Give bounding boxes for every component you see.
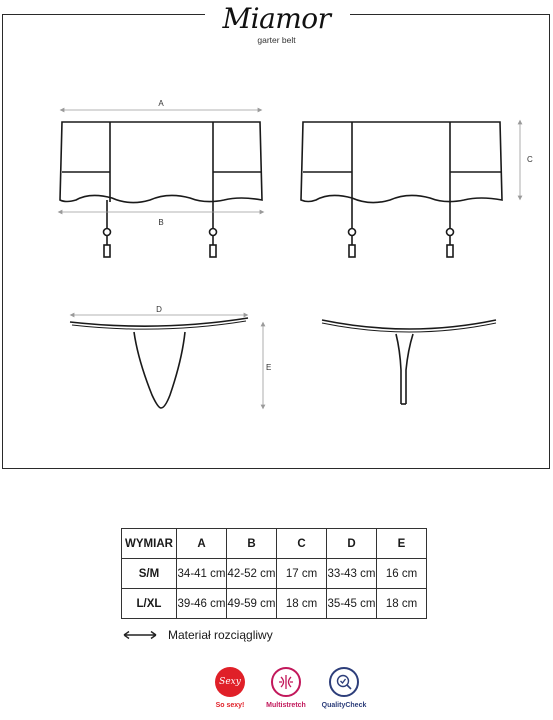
badge-label: QualityCheck — [321, 702, 367, 709]
so-sexy-icon-text: Sexy — [219, 677, 241, 687]
table-header: B — [227, 529, 277, 559]
badge-label: So sexy! — [215, 702, 245, 709]
table-cell: 16 cm — [377, 559, 427, 589]
so-sexy-icon — [215, 667, 245, 697]
table-cell: 18 cm — [277, 589, 327, 619]
table-cell: 42-52 cm — [227, 559, 277, 589]
back-thong — [322, 320, 496, 404]
stretch-legend — [122, 628, 273, 642]
dim-label-b: B — [158, 218, 164, 227]
table-header: C — [277, 529, 327, 559]
badge-label: Multistretch — [266, 702, 306, 709]
back-view — [301, 122, 502, 257]
badge-multistretch — [258, 667, 314, 709]
row-size-label: S/M — [122, 559, 177, 589]
dim-label-e: E — [266, 363, 272, 372]
table-row — [122, 559, 427, 589]
table-header-row — [122, 529, 427, 559]
front-thong — [70, 318, 248, 408]
table-cell: 34-41 cm — [177, 559, 227, 589]
badge-quality-check — [316, 667, 372, 709]
table-cell: 33-43 cm — [327, 559, 377, 589]
stretch-label: Materiał rozciągliwy — [168, 628, 273, 642]
table-header: WYMIAR — [122, 529, 177, 559]
size-table — [121, 528, 427, 619]
table-cell: 49-59 cm — [227, 589, 277, 619]
front-view — [60, 122, 262, 257]
feature-badges — [212, 667, 382, 719]
product-name: garter belt — [257, 35, 296, 45]
table-header: A — [177, 529, 227, 559]
table-cell: 35-45 cm — [327, 589, 377, 619]
stretch-arrow-icon — [122, 630, 158, 640]
table-header: D — [327, 529, 377, 559]
multistretch-icon — [271, 667, 301, 697]
table-cell: 39-46 cm — [177, 589, 227, 619]
badge-so-sexy — [202, 667, 258, 709]
table-cell: 17 cm — [277, 559, 327, 589]
table-row — [122, 589, 427, 619]
dim-label-d: D — [156, 305, 162, 314]
brand-logo: Miamor — [222, 2, 331, 35]
dim-label-c: C — [527, 155, 533, 164]
dim-label-a: A — [158, 99, 164, 108]
row-size-label: L/XL — [122, 589, 177, 619]
magnifier-check-icon — [329, 667, 359, 697]
table-cell: 18 cm — [377, 589, 427, 619]
table-header: E — [377, 529, 427, 559]
